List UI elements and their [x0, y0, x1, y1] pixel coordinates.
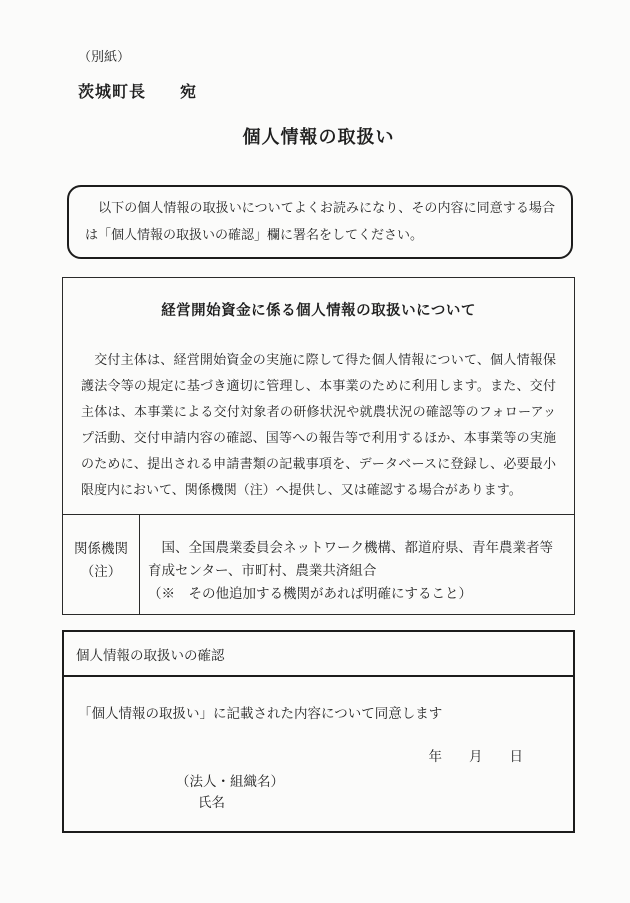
policy-heading: 経営開始資金に係る個人情報の取扱いについて — [161, 303, 476, 319]
signer-name-field-label: 氏名 — [198, 795, 225, 810]
paragraph-line: プ活動、交付申請内容の確認、国等への報告等で利用するほか、本事業等の実施 — [81, 430, 556, 445]
related-organizations-label: 関係機関 — [74, 540, 128, 556]
paragraph-line: 護法令等の規定に基づき適切に管理し、本事業のために利用します。また、交付 — [81, 378, 556, 393]
paragraph-line: 限度内において、関係機関（注）へ提供し、又は確認する場合があります。 — [81, 482, 522, 497]
intro-box — [67, 185, 573, 259]
paragraph-line: のために、提出される申請書類の記載事項を、データベースに登録し、必要最小 — [81, 456, 556, 471]
related-organizations-value-cell — [140, 515, 574, 614]
policy-table — [62, 277, 575, 615]
confirmation-heading: 個人情報の取扱いの確認 — [64, 632, 573, 677]
intro-line: は「個人情報の取扱いの確認」欄に署名をしてください。 — [85, 227, 424, 242]
policy-paragraph — [63, 347, 574, 503]
paragraph-line: 交付主体は、経営開始資金の実施に際して得た個人情報について、個人情報保 — [81, 352, 556, 367]
related-organizations-line: 育成センター、市町村、農業共済組合 — [148, 563, 377, 578]
related-organizations-note-label: （注） — [80, 563, 122, 579]
related-organizations-line: （※ その他追加する機関があれば明確にすること） — [148, 586, 472, 601]
paragraph-line: 主体は、本事業による交付対象者の研修状況や就農状況の確認等のフォローアッ — [81, 404, 556, 419]
agreement-statement: 「個人情報の取扱い」に記載された内容について同意します — [78, 706, 443, 721]
related-organizations-row — [63, 514, 574, 614]
related-organizations-label-cell — [63, 515, 140, 614]
related-organizations-line: 国、全国農業委員会ネットワーク機構、都道府県、青年農業者等 — [148, 540, 553, 555]
intro-line: 以下の個人情報の取扱いについてよくお読みになり、その内容に同意する場合 — [85, 200, 555, 215]
confirmation-body — [64, 704, 573, 858]
addressee: 茨城町長 宛 — [78, 84, 198, 101]
attachment-note: （別紙） — [78, 49, 131, 64]
organization-name-field-label: （法人・組織名） — [176, 774, 284, 789]
confirmation-table — [62, 630, 575, 833]
policy-statement-cell — [63, 278, 574, 514]
date-field-label: 年 月 日 — [428, 749, 523, 764]
page-title: 個人情報の取扱い — [242, 127, 395, 147]
